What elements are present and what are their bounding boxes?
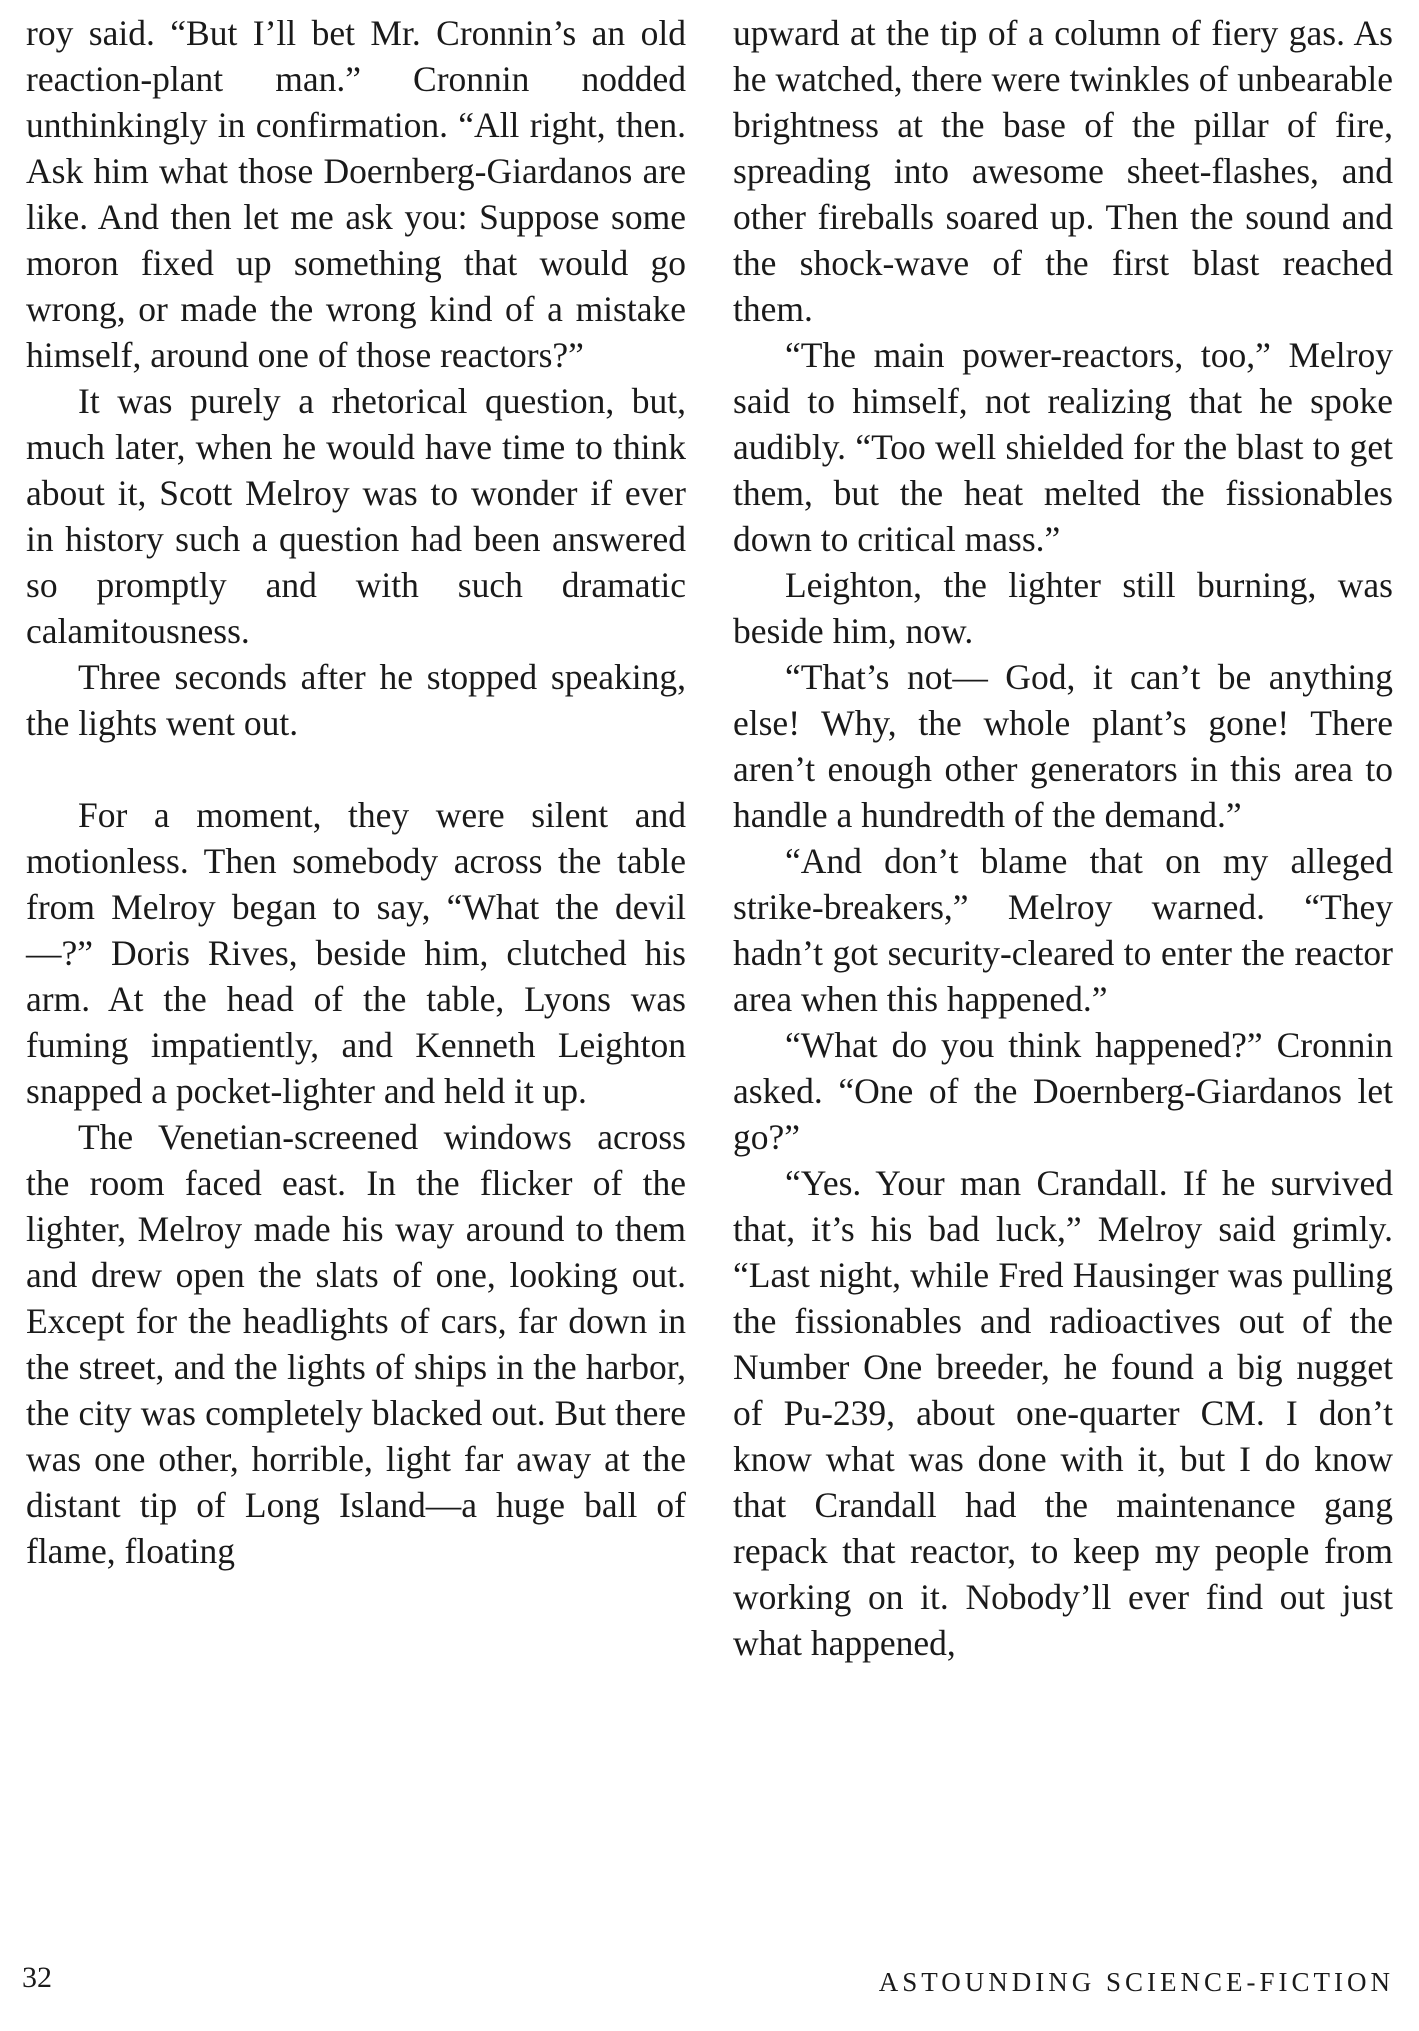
- paragraph: upward at the tip of a column of fiery gas. As he watched, there were twinkles of unbearable brightness at the base of the pillar of fire, spreading into awesome sheet-flashes, and other fireballs soared up. Then the sound and the shock-wave of the first blast reached them.: [733, 13, 1393, 329]
- paragraph: For a moment, they were silent and motionless. Then somebody across the table from Melroy began to say, “What the devil—?” Doris Rives, beside him, clutched his arm. At the head of the table, Lyons was fuming impatiently, and Kenneth Leighton snapped a pocket-lighter and held it up.: [26, 795, 686, 1111]
- paragraph: Leighton, the lighter still burning, was beside him, now.: [733, 565, 1393, 651]
- paragraph: “That’s not— God, it can’t be anything else! Why, the whole plant’s gone! There aren’t enough other generators in this area to handle a hundredth of the demand.”: [733, 657, 1393, 835]
- page-number: 32: [22, 1961, 52, 1994]
- paragraph: It was purely a rhetorical question, but, much later, when he would have time to think about it, Scott Melroy was to wonder if ever in history such a question had been answered so promptly and with such dramatic calamitousness.: [26, 381, 686, 651]
- paragraph: “What do you think happened?” Cronnin asked. “One of the Doernberg-Giardanos let go?”: [733, 1025, 1393, 1157]
- paragraph: “The main power-reactors, too,” Melroy said to himself, not realizing that he spoke audibly. “Too well shielded for the blast to get them, but the heat melted the fissionables down to critical mass.”: [733, 335, 1393, 559]
- right-column: [733, 10, 1393, 1666]
- paragraph: The Venetian-screened windows across the room faced east. In the flicker of the lighter, Melroy made his way around to them and drew open the slats of one, looking out. Except for the headlights of cars, far down in the street, and the lights of ships in the harbor, the city was completely blacked out. But there was one other, horrible, light far away at the distant tip of Long Island—a huge ball of flame, floating: [26, 1117, 686, 1571]
- running-footer-title: ASTOUNDING SCIENCE-FICTION: [878, 1967, 1394, 1997]
- paragraph: roy said. “But I’ll bet Mr. Cronnin’s an old reaction-plant man.” Cronnin nodded unthinkingly in confirmation. “All right, then. Ask him what those Doernberg-Giardanos are like. And then let me ask you: Suppose some moron fixed up something that would go wrong, or made the wrong kind of a mistake himself, around one of those reactors?”: [26, 13, 686, 375]
- paragraph: “Yes. Your man Crandall. If he survived that, it’s his bad luck,” Melroy said grimly. “Last night, while Fred Hausinger was pulling the fissionables and radioactives out of the Number One breeder, he found a big nugget of Pu-239, about one-quarter CM. I don’t know what was done with it, but I do know that Crandall had the maintenance gang repack that reactor, to keep my people from working on it. Nobody’ll ever find out just what happened,: [733, 1163, 1393, 1663]
- left-column: [26, 10, 686, 1574]
- paragraph: “And don’t blame that on my alleged strike-breakers,” Melroy warned. “They hadn’t got security-cleared to enter the reactor area when this happened.”: [733, 841, 1393, 1019]
- paragraph: Three seconds after he stopped speaking, the lights went out.: [26, 657, 686, 743]
